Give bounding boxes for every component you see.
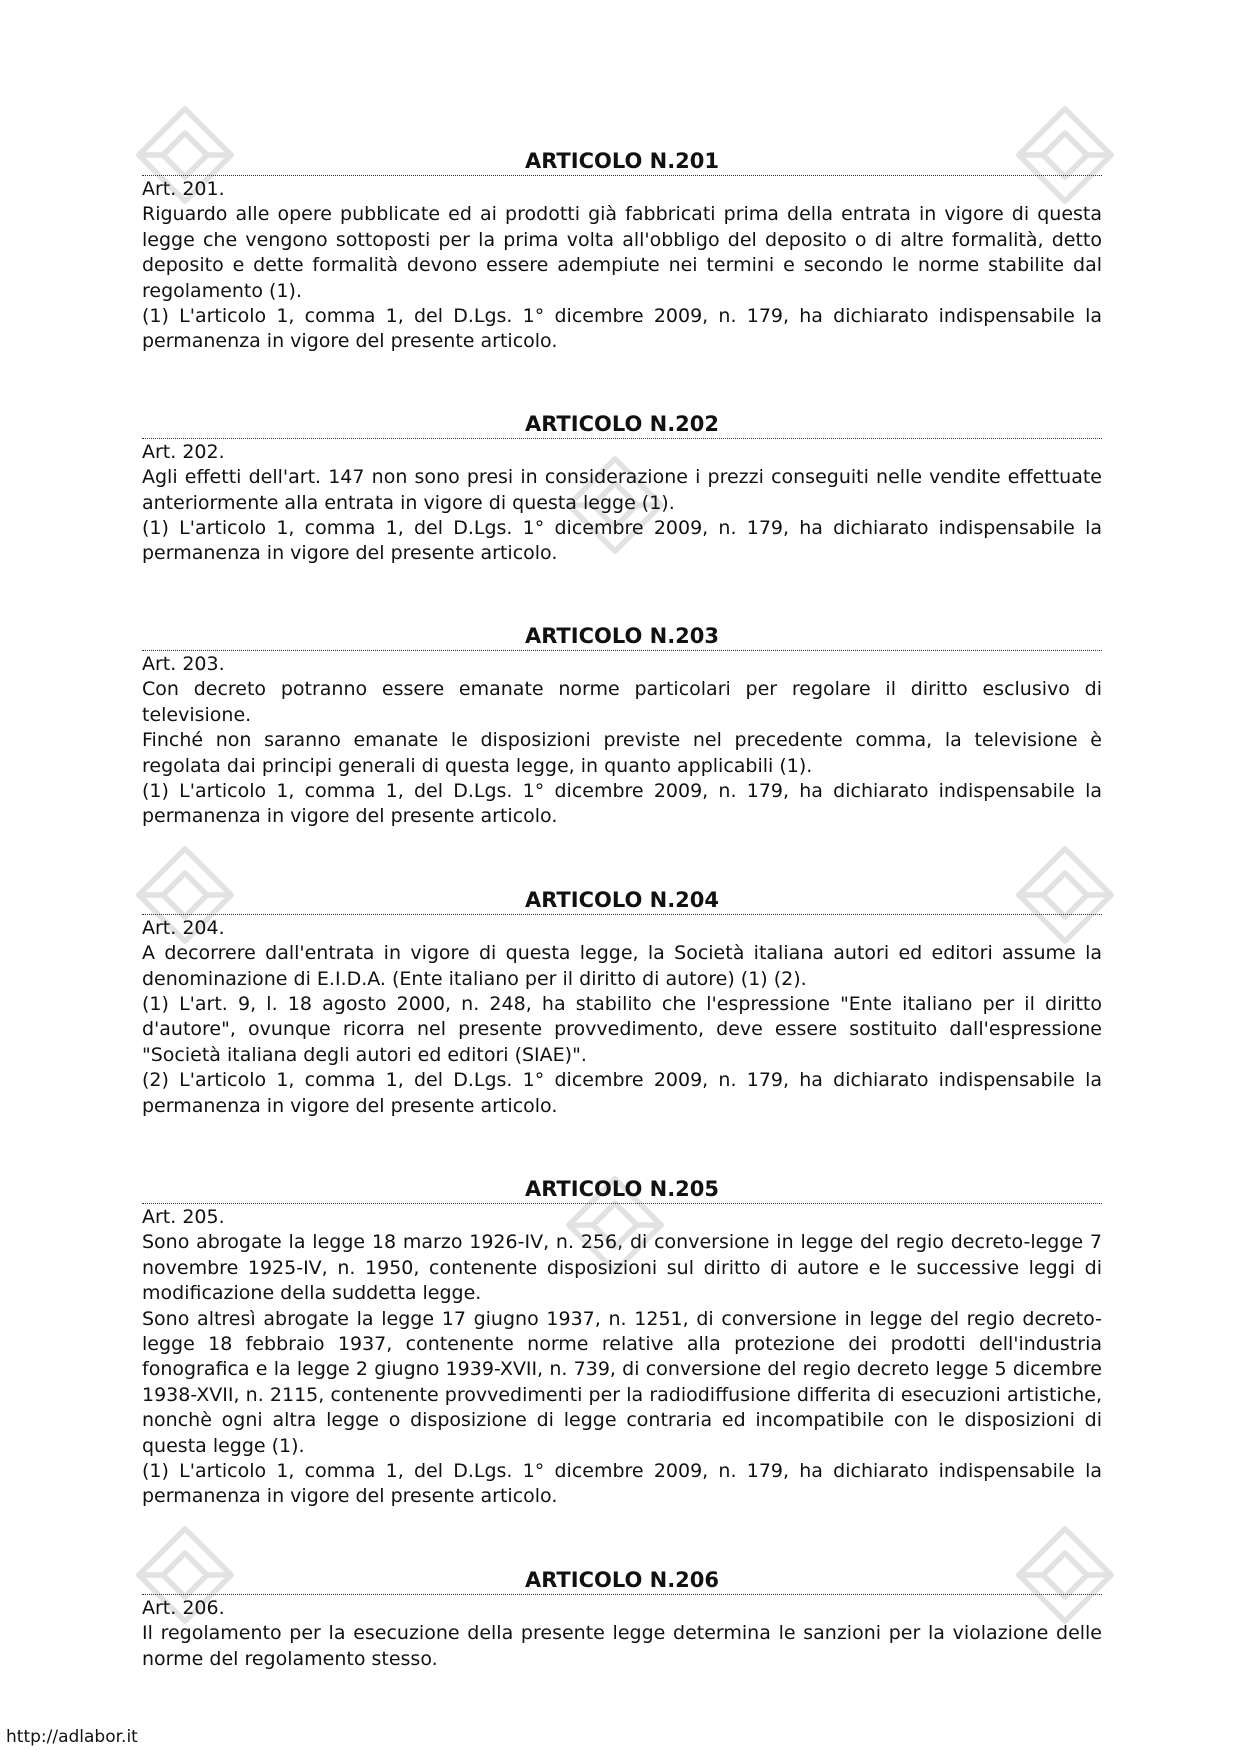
article-paragraph: Sono altresì abrogate la legge 17 giugno 1937, n. 1251, di conversione in legge del regio decreto-legge 18 febbraio 1937, contenente norme relative alla protezione dei prodotti dell'industria fonografica e la legge 2 giugno 1939-XVII, n. 739, di conversione del regio decreto legge 5 dicembre 1938-XVII, n. 2115, contenente provvedimenti per la radiodiffusione differita di esecuzioni artistiche, nonchè ogni altra legge o disposizione di legge contraria ed incompatibile con le disposizioni di questa legge (1). [142, 1307, 1102, 1457]
article-number: Art. 203. [142, 652, 225, 675]
article-number: Art. 201. [142, 178, 225, 200]
article-206 [142, 1567, 1102, 1672]
article-paragraph: Con decreto potranno essere emanate norme particolari per regolare il diritto esclusivo di televisione. [142, 678, 1102, 726]
article-heading: ARTICOLO N.205 [142, 1176, 1102, 1204]
article-number: Art. 202. [142, 440, 225, 463]
article-note: (2) L'articolo 1, comma 1, del D.Lgs. 1° dicembre 2009, n. 179, ha dichiarato indispensabile la permanenza in vigore del presente articolo. [142, 1069, 1102, 1117]
article-note: (1) L'art. 9, l. 18 agosto 2000, n. 248, ha stabilito che l'espressione "Ente italiano per il diritto d'autore", ovunque ricorra nel presente provvedimento, deve essere sostituito dall'espressione "Società italiana degli autori ed editori (SIAE)". [142, 992, 1102, 1066]
article-number: Art. 205. [142, 1205, 225, 1228]
article-204 [142, 887, 1102, 1119]
article-number: Art. 204. [142, 916, 225, 939]
article-201 [142, 148, 1102, 355]
footer-source-link[interactable]: http://adlabor.it [6, 1727, 138, 1747]
article-paragraph: Sono abrogate la legge 18 marzo 1926-IV, n. 256, di conversione in legge del regio decreto-legge 7 novembre 1925-IV, n. 1950, contenente disposizioni sul diritto di autore e le successive leggi di modificazione della suddetta legge. [142, 1231, 1102, 1305]
article-note: (1) L'articolo 1, comma 1, del D.Lgs. 1° dicembre 2009, n. 179, ha dichiarato indispensabile la permanenza in vigore del presente articolo. [142, 1460, 1102, 1508]
article-205 [142, 1176, 1102, 1510]
article-note: (1) L'articolo 1, comma 1, del D.Lgs. 1° dicembre 2009, n. 179, ha dichiarato indispensabile la permanenza in vigore del presente articolo. [142, 517, 1102, 565]
article-paragraph: Riguardo alle opere pubblicate ed ai prodotti già fabbricati prima della entrata in vigore di questa legge che vengono sottoposti per la prima volta all'obbligo del deposito o di altre formalità, detto deposito e dette formalità devono essere adempiute nei termini e secondo le norme stabilite dal regolamento (1). [142, 203, 1102, 302]
article-heading: ARTICOLO N.201 [142, 148, 1102, 176]
article-203 [142, 623, 1102, 830]
article-note: (1) L'articolo 1, comma 1, del D.Lgs. 1° dicembre 2009, n. 179, ha dichiarato indispensabile la permanenza in vigore del presente articolo. [142, 779, 1102, 828]
article-202 [142, 411, 1102, 567]
article-note: (1) L'articolo 1, comma 1, del D.Lgs. 1° dicembre 2009, n. 179, ha dichiarato indispensabile la permanenza in vigore del presente articolo. [142, 305, 1102, 353]
article-paragraph: A decorrere dall'entrata in vigore di questa legge, la Società italiana autori ed editori assume la denominazione di E.I.D.A. (Ente italiano per il diritto di autore) (1) (2). [142, 942, 1102, 990]
article-heading: ARTICOLO N.206 [142, 1567, 1102, 1595]
article-heading: ARTICOLO N.202 [142, 411, 1102, 439]
article-heading: ARTICOLO N.204 [142, 887, 1102, 915]
document-body [142, 148, 1102, 1672]
article-paragraph: Agli effetti dell'art. 147 non sono presi in considerazione i prezzi conseguiti nelle vendite effettuate anteriormente alla entrata in vigore di questa legge (1). [142, 466, 1102, 514]
article-paragraph: Il regolamento per la esecuzione della presente legge determina le sanzioni per la violazione delle norme del regolamento stesso. [142, 1622, 1102, 1670]
article-paragraph: Finché non saranno emanate le disposizioni previste nel precedente comma, la televisione è regolata dai principi generali di questa legge, in quanto applicabili (1). [142, 729, 1102, 777]
article-heading: ARTICOLO N.203 [142, 623, 1102, 651]
article-number: Art. 206. [142, 1596, 225, 1619]
